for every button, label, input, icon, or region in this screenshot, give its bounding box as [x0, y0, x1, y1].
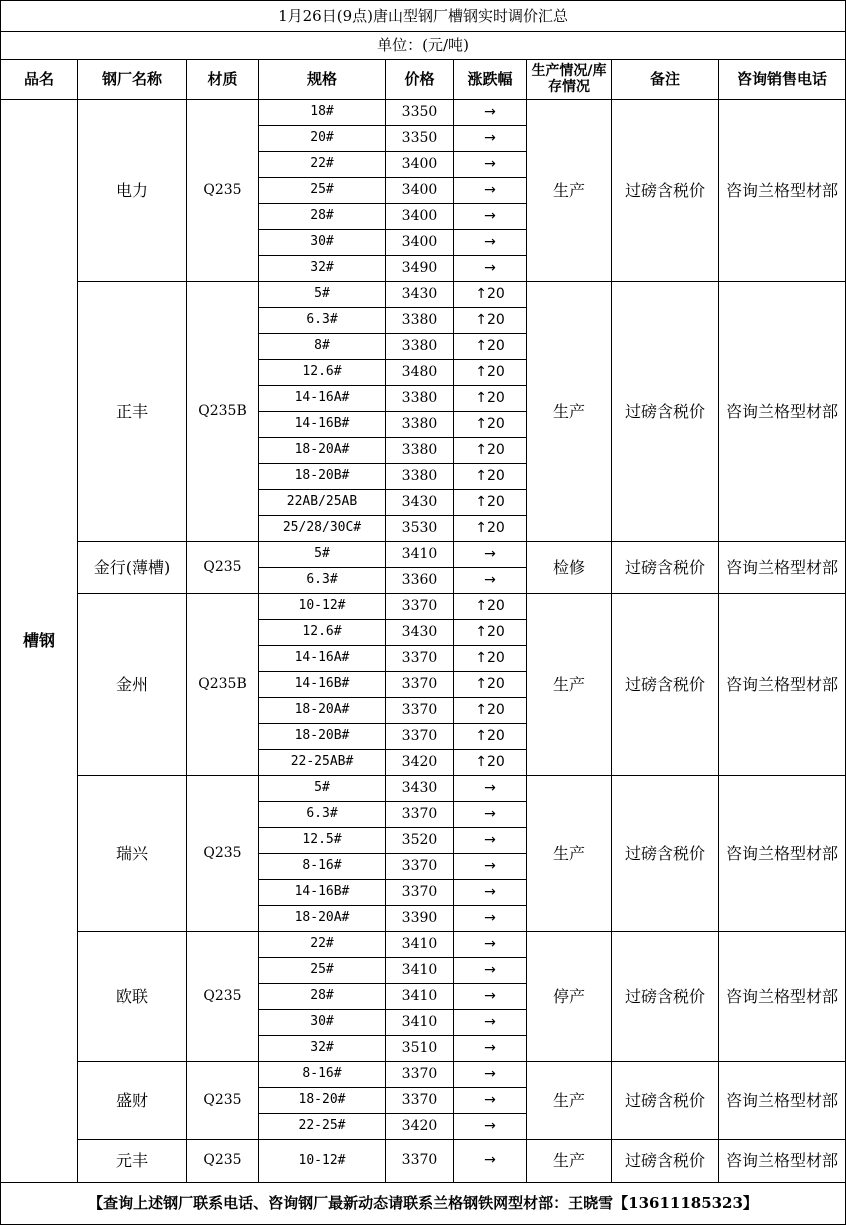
- change-cell: →: [454, 828, 527, 854]
- footer-contact: 【查询上述钢厂联系电话、咨询钢厂最新动态请联系兰格钢铁网型材部：王晓雪【13611185323】: [1, 1183, 846, 1225]
- mill-note: 过磅含税价: [612, 1140, 719, 1183]
- change-cell: ↑20: [454, 594, 527, 620]
- mill-contact: 咨询兰格型材部: [719, 542, 846, 594]
- price-cell: 3370: [386, 672, 454, 698]
- mill-contact: 咨询兰格型材部: [719, 1062, 846, 1140]
- mill-name: 正丰: [78, 282, 187, 542]
- spec-cell: 14-16B#: [259, 412, 386, 438]
- change-cell: →: [454, 204, 527, 230]
- table-row: [1, 542, 846, 568]
- spec-cell: 10-12#: [259, 594, 386, 620]
- spec-cell: 8-16#: [259, 854, 386, 880]
- mill-status: 生产: [527, 282, 612, 542]
- spec-cell: 8-16#: [259, 1062, 386, 1088]
- price-cell: 3430: [386, 620, 454, 646]
- price-cell: 3390: [386, 906, 454, 932]
- change-cell: ↑20: [454, 464, 527, 490]
- spec-cell: 18-20A#: [259, 438, 386, 464]
- price-cell: 3370: [386, 724, 454, 750]
- change-cell: ↑20: [454, 360, 527, 386]
- change-cell: ↑20: [454, 672, 527, 698]
- spec-cell: 6.3#: [259, 802, 386, 828]
- spec-cell: 12.6#: [259, 360, 386, 386]
- mill-contact: 咨询兰格型材部: [719, 776, 846, 932]
- change-cell: ↑20: [454, 308, 527, 334]
- mill-note: 过磅含税价: [612, 282, 719, 542]
- table-title: 1月26日(9点)唐山型钢厂槽钢实时调价汇总: [1, 1, 846, 32]
- spec-cell: 5#: [259, 282, 386, 308]
- price-cell: 3530: [386, 516, 454, 542]
- mill-status: 生产: [527, 1062, 612, 1140]
- change-cell: →: [454, 932, 527, 958]
- change-cell: →: [454, 906, 527, 932]
- spec-cell: 32#: [259, 1036, 386, 1062]
- change-cell: →: [454, 1088, 527, 1114]
- mill-material: Q235: [187, 1140, 259, 1183]
- mill-status: 检修: [527, 542, 612, 594]
- price-cell: 3410: [386, 984, 454, 1010]
- change-cell: ↑20: [454, 412, 527, 438]
- mill-note: 过磅含税价: [612, 776, 719, 932]
- change-cell: →: [454, 256, 527, 282]
- price-cell: 3370: [386, 698, 454, 724]
- mill-contact: 咨询兰格型材部: [719, 932, 846, 1062]
- spec-cell: 28#: [259, 204, 386, 230]
- mill-note: 过磅含税价: [612, 542, 719, 594]
- price-cell: 3380: [386, 386, 454, 412]
- change-cell: ↑20: [454, 386, 527, 412]
- price-cell: 3400: [386, 152, 454, 178]
- price-cell: 3410: [386, 958, 454, 984]
- table-row: [1, 932, 846, 958]
- spec-cell: 10-12#: [259, 1140, 386, 1183]
- mill-name: 瑞兴: [78, 776, 187, 932]
- change-cell: ↑20: [454, 516, 527, 542]
- spec-cell: 14-16A#: [259, 646, 386, 672]
- change-cell: →: [454, 1062, 527, 1088]
- price-cell: 3360: [386, 568, 454, 594]
- spec-cell: 22#: [259, 152, 386, 178]
- mill-material: Q235: [187, 100, 259, 282]
- spec-cell: 14-16B#: [259, 672, 386, 698]
- price-cell: 3420: [386, 750, 454, 776]
- price-cell: 3410: [386, 542, 454, 568]
- mill-material: Q235: [187, 1062, 259, 1140]
- price-cell: 3350: [386, 126, 454, 152]
- change-cell: ↑20: [454, 282, 527, 308]
- mill-note: 过磅含税价: [612, 594, 719, 776]
- price-cell: 3410: [386, 932, 454, 958]
- mill-material: Q235: [187, 932, 259, 1062]
- price-cell: 3350: [386, 100, 454, 126]
- table-row: [1, 100, 846, 126]
- price-cell: 3480: [386, 360, 454, 386]
- price-cell: 3430: [386, 490, 454, 516]
- price-cell: 3370: [386, 594, 454, 620]
- change-cell: →: [454, 230, 527, 256]
- mill-note: 过磅含税价: [612, 1062, 719, 1140]
- spec-cell: 6.3#: [259, 308, 386, 334]
- change-cell: →: [454, 126, 527, 152]
- price-cell: 3410: [386, 1010, 454, 1036]
- spec-cell: 22#: [259, 932, 386, 958]
- header-phone: 咨询销售电话: [719, 60, 846, 100]
- mill-name: 金行(薄槽): [78, 542, 187, 594]
- mill-name: 电力: [78, 100, 187, 282]
- header-price: 价格: [386, 60, 454, 100]
- mill-contact: 咨询兰格型材部: [719, 594, 846, 776]
- change-cell: →: [454, 958, 527, 984]
- footer-row: [1, 1183, 846, 1225]
- change-cell: ↑20: [454, 438, 527, 464]
- spec-cell: 6.3#: [259, 568, 386, 594]
- price-cell: 3370: [386, 1062, 454, 1088]
- price-cell: 3520: [386, 828, 454, 854]
- change-cell: →: [454, 152, 527, 178]
- spec-cell: 32#: [259, 256, 386, 282]
- mill-note: 过磅含税价: [612, 932, 719, 1062]
- spec-cell: 12.6#: [259, 620, 386, 646]
- change-cell: →: [454, 178, 527, 204]
- spec-cell: 14-16B#: [259, 880, 386, 906]
- spec-cell: 18-20B#: [259, 724, 386, 750]
- change-cell: ↑20: [454, 334, 527, 360]
- price-cell: 3380: [386, 412, 454, 438]
- spec-cell: 22-25AB#: [259, 750, 386, 776]
- mill-material: Q235B: [187, 594, 259, 776]
- price-cell: 3400: [386, 230, 454, 256]
- table-row: [1, 282, 846, 308]
- change-cell: ↑20: [454, 620, 527, 646]
- change-cell: →: [454, 1140, 527, 1183]
- price-cell: 3370: [386, 1140, 454, 1183]
- change-cell: →: [454, 542, 527, 568]
- header-spec: 规格: [259, 60, 386, 100]
- price-cell: 3400: [386, 204, 454, 230]
- change-cell: ↑20: [454, 490, 527, 516]
- change-cell: ↑20: [454, 750, 527, 776]
- mill-status: 生产: [527, 1140, 612, 1183]
- change-cell: →: [454, 880, 527, 906]
- mill-status: 生产: [527, 100, 612, 282]
- change-cell: →: [454, 1036, 527, 1062]
- price-cell: 3370: [386, 880, 454, 906]
- price-cell: 3380: [386, 308, 454, 334]
- spec-cell: 30#: [259, 1010, 386, 1036]
- table-row: [1, 594, 846, 620]
- spec-cell: 18-20#: [259, 1088, 386, 1114]
- price-cell: 3430: [386, 282, 454, 308]
- spec-cell: 8#: [259, 334, 386, 360]
- change-cell: →: [454, 776, 527, 802]
- unit-label: 单位：(元/吨): [1, 32, 846, 60]
- mill-name: 元丰: [78, 1140, 187, 1183]
- spec-cell: 22-25#: [259, 1114, 386, 1140]
- mill-contact: 咨询兰格型材部: [719, 1140, 846, 1183]
- header-status: 生产情况/库存情况: [527, 60, 612, 100]
- spec-cell: 25#: [259, 178, 386, 204]
- header-change: 涨跌幅: [454, 60, 527, 100]
- spec-cell: 5#: [259, 542, 386, 568]
- change-cell: →: [454, 100, 527, 126]
- spec-cell: 25/28/30C#: [259, 516, 386, 542]
- mill-name: 盛财: [78, 1062, 187, 1140]
- change-cell: →: [454, 854, 527, 880]
- header-material: 材质: [187, 60, 259, 100]
- price-cell: 3430: [386, 776, 454, 802]
- table-row: [1, 776, 846, 802]
- spec-cell: 22AB/25AB: [259, 490, 386, 516]
- spec-cell: 20#: [259, 126, 386, 152]
- mill-status: 生产: [527, 594, 612, 776]
- price-cell: 3380: [386, 438, 454, 464]
- mill-note: 过磅含税价: [612, 100, 719, 282]
- mill-material: Q235B: [187, 282, 259, 542]
- mill-name: 金州: [78, 594, 187, 776]
- price-cell: 3370: [386, 646, 454, 672]
- price-cell: 3370: [386, 854, 454, 880]
- price-cell: 3370: [386, 1088, 454, 1114]
- price-cell: 3380: [386, 464, 454, 490]
- spec-cell: 25#: [259, 958, 386, 984]
- price-cell: 3370: [386, 802, 454, 828]
- mill-status: 停产: [527, 932, 612, 1062]
- price-cell: 3380: [386, 334, 454, 360]
- change-cell: ↑20: [454, 698, 527, 724]
- change-cell: →: [454, 1114, 527, 1140]
- change-cell: →: [454, 802, 527, 828]
- mill-material: Q235: [187, 776, 259, 932]
- header-mill: 钢厂名称: [78, 60, 187, 100]
- spec-cell: 12.5#: [259, 828, 386, 854]
- product-name: 槽钢: [1, 100, 78, 1183]
- spec-cell: 18-20B#: [259, 464, 386, 490]
- price-cell: 3420: [386, 1114, 454, 1140]
- change-cell: →: [454, 1010, 527, 1036]
- table-row: [1, 1062, 846, 1088]
- price-cell: 3490: [386, 256, 454, 282]
- change-cell: →: [454, 984, 527, 1010]
- mill-status: 生产: [527, 776, 612, 932]
- mill-contact: 咨询兰格型材部: [719, 282, 846, 542]
- mill-name: 欧联: [78, 932, 187, 1062]
- mill-material: Q235: [187, 542, 259, 594]
- price-cell: 3510: [386, 1036, 454, 1062]
- mill-contact: 咨询兰格型材部: [719, 100, 846, 282]
- header-note: 备注: [612, 60, 719, 100]
- change-cell: →: [454, 568, 527, 594]
- spec-cell: 18-20A#: [259, 906, 386, 932]
- change-cell: ↑20: [454, 724, 527, 750]
- spec-cell: 28#: [259, 984, 386, 1010]
- spec-cell: 18-20A#: [259, 698, 386, 724]
- spec-cell: 5#: [259, 776, 386, 802]
- spec-cell: 30#: [259, 230, 386, 256]
- spec-cell: 14-16A#: [259, 386, 386, 412]
- header-product: 品名: [1, 60, 78, 100]
- table-row: [1, 1140, 846, 1183]
- change-cell: ↑20: [454, 646, 527, 672]
- spec-cell: 18#: [259, 100, 386, 126]
- price-cell: 3400: [386, 178, 454, 204]
